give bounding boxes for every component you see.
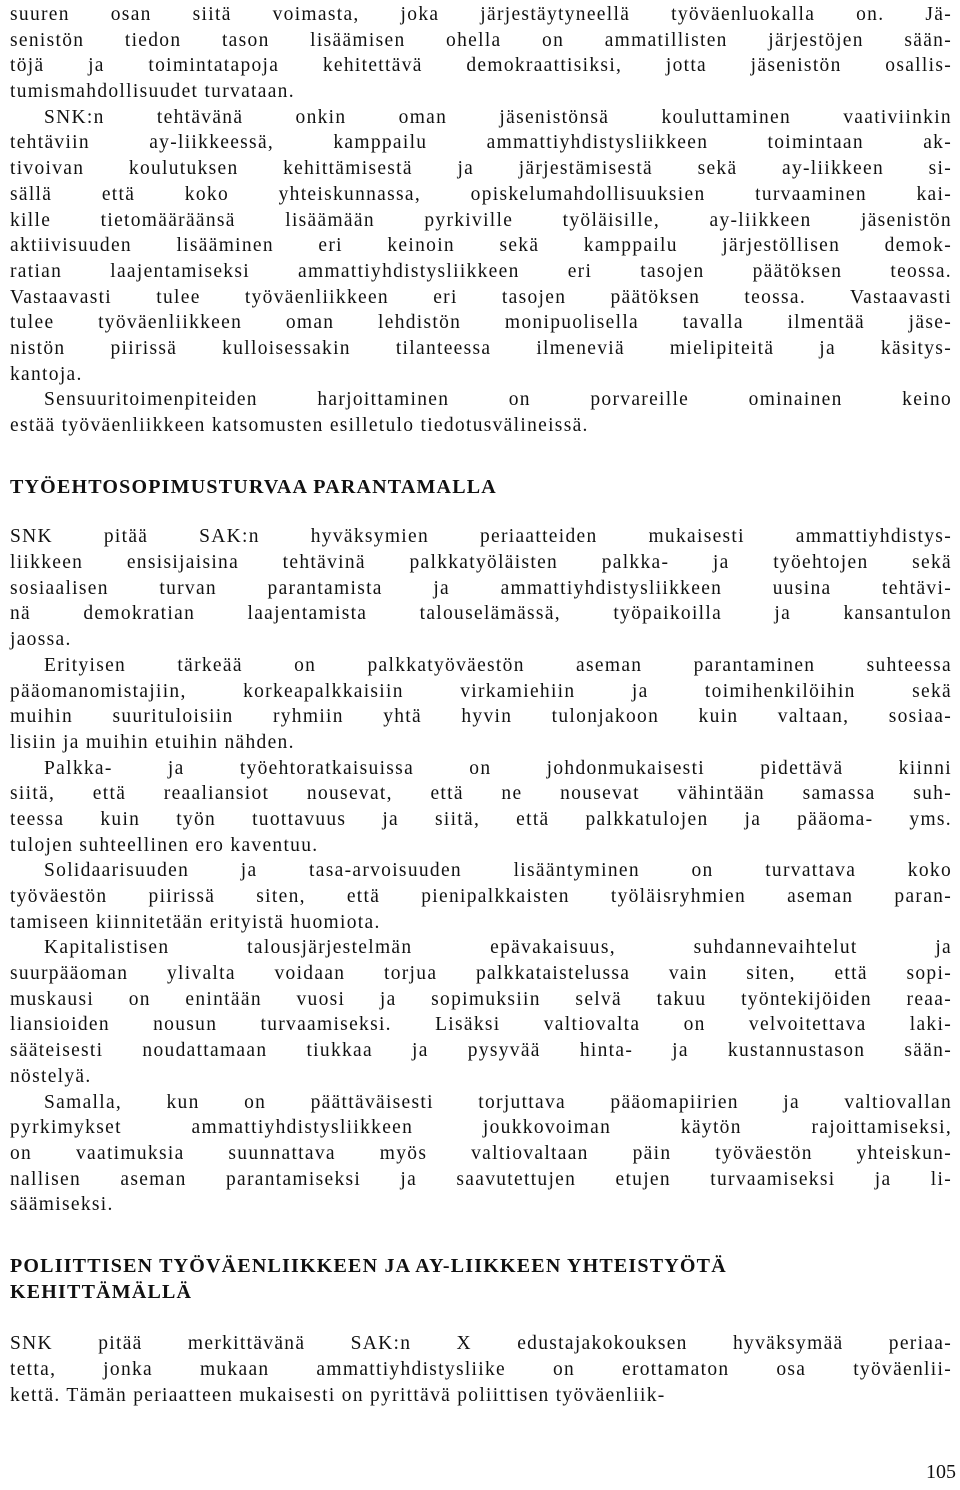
text-line: muihin suurituloisiin ryhmiin yhtä hyvin tulonjakoon kuin valtaan, sosiaa- xyxy=(10,706,952,728)
text-line: Erityisen tärkeää on palkkatyöväestön aseman parantaminen suhteessa xyxy=(44,654,952,676)
text-line: tetta, jonka mukaan ammattiyhdistysliike on erottamaton osa työväenlii- xyxy=(10,1359,952,1380)
text-line: siitä, että reaaliansiot nousevat, että ne nousevat vähintään samassa suh- xyxy=(10,783,952,805)
text-line: tehtäviin ay-liikkeessä, kamppailu ammattiyhdistysliikkeen toimintaan ak- xyxy=(10,132,952,154)
text-line: Kapitalistisen talousjärjestelmän epävakaisuus, suhdannevaihtelut ja xyxy=(44,937,952,959)
text-line: tulee työväenliikkeen oman lehdistön monipuolisella tavalla ilmentää jäse- xyxy=(10,312,952,334)
text-line: nöstelyä. xyxy=(10,1065,92,1087)
section-heading xyxy=(10,1254,952,1305)
text-line: on vaatimuksia suunnattava myös valtiovaltaan päin työväestön yhteiskun- xyxy=(10,1142,952,1164)
text-line: jaossa. xyxy=(10,629,72,651)
text-line: nistön piirissä kulloisessakin tilanteessa ilmeneviä mielipiteitä ja käsitys- xyxy=(10,337,952,359)
text-line: suuren osan siitä voimasta, joka järjestäytyneellä työväenluokalla on. Jä- xyxy=(10,4,952,25)
text-line: kille tietomääräänsä lisäämään pyrkiville työläisille, ay-liikkeen jäsenistön xyxy=(10,209,952,231)
text-line: liikkeen ensisijaisina tehtävinä palkkatyöläisten palkka- ja työehtojen sekä xyxy=(10,552,952,574)
text-line: estää työväenliikkeen katsomusten esilletulo tiedotusvälineissä. xyxy=(10,415,589,436)
text-line: nä demokratian laajentamista talouselämässä, työpaikoilla ja kansantulon xyxy=(10,603,952,625)
text-line: SNK pitää SAK:n hyväksymien periaatteiden mukaisesti ammattiyhdistys- xyxy=(10,526,952,548)
text-line: suurpääoman ylivalta voidaan torjua palkkataistelussa vain siten, että sopi- xyxy=(10,963,952,985)
text-line: lisiin ja muihin etuihin nähden. xyxy=(10,731,295,753)
text-line: SNK:n tehtävänä onkin oman jäsenistönsä kouluttaminen vaativiinkin xyxy=(44,106,952,128)
paragraph xyxy=(10,2,952,105)
paragraph xyxy=(10,1331,952,1408)
text-line: tulojen suhteellinen ero kaventuu. xyxy=(10,834,319,856)
text-line: Vastaavasti tulee työväenliikkeen eri tasojen päätöksen teossa. Vastaavasti xyxy=(10,286,952,308)
text-line: kettä. Tämän periaatteen mukaisesti on pyrittävä poliittisen työväenliik- xyxy=(10,1384,666,1406)
text-line: senistön tiedon tason lisäämisen ohella on ammatillisten järjestöjen sään- xyxy=(10,29,952,51)
text-line: ratian laajentamiseksi ammattiyhdistysliikkeen eri tasojen päätöksen teossa. xyxy=(10,260,952,282)
text-line: säämiseksi. xyxy=(10,1194,114,1216)
text-line: aktiivisuuden lisääminen eri keinoin sekä kamppailu järjestöllisen demok- xyxy=(10,235,952,257)
text-line: nallisen aseman parantamiseksi ja saavutettujen etujen turvaamiseksi ja li- xyxy=(10,1168,952,1190)
page-number: 105 xyxy=(926,1461,956,1484)
heading-line: POLIITTISEN TYÖVÄENLIIKKEEN JA AY-LIIKKEEN YHTEISTYÖTÄ xyxy=(10,1254,727,1277)
text-line: sällä että koko yhteiskunnassa, opiskelumahdollisuuksien turvaaminen kai- xyxy=(10,183,952,205)
heading-line: KEHITTÄMÄLLÄ xyxy=(10,1280,193,1303)
text-line: tivoivan koulutuksen kehittämisestä ja järjestämisestä sekä ay-liikkeen si- xyxy=(10,158,952,180)
text-line: sosiaalisen turvan parantamista ja ammattiyhdistysliikkeen uusina tehtävi- xyxy=(10,577,952,599)
text-line: SNK pitää merkittävänä SAK:n X edustajakokouksen hyväksymää periaa- xyxy=(10,1333,952,1355)
heading-line: TYÖEHTOSOPIMUSTURVAA PARANTAMALLA xyxy=(10,475,497,498)
paragraph xyxy=(10,935,952,1089)
text-line: Samalla, kun on päättäväisesti torjuttava pääomapiirien ja valtiovallan xyxy=(44,1091,952,1113)
text-line: teessa kuin työn tuottavuus ja siitä, että palkkatulojen ja pääoma- yms. xyxy=(10,808,952,830)
text-line: liansioiden nousun turvaamiseksi. Lisäksi valtiovalta on velvoitettava laki- xyxy=(10,1014,952,1036)
paragraph xyxy=(10,653,952,756)
text-line: Palkka- ja työehtoratkaisuissa on johdonmukaisesti pidettävä kiinni xyxy=(44,757,952,779)
paragraph xyxy=(10,756,952,859)
paragraph xyxy=(10,387,952,438)
paragraph xyxy=(10,1090,952,1218)
text-line: tumismahdollisuudet turvataan. xyxy=(10,81,295,103)
text-line: tamiseen kiinnitetään erityistä huomiota. xyxy=(10,911,381,933)
text-line: työväestön piirissä siten, että pienipalkkaisten työläisryhmien aseman paran- xyxy=(10,886,952,907)
text-line: Sensuuritoimenpiteiden harjoittaminen on porvareille ominainen keino xyxy=(44,389,952,411)
text-line: Solidaarisuuden ja tasa-arvoisuuden lisääntyminen on turvattava koko xyxy=(44,860,952,882)
paragraph xyxy=(10,858,952,935)
paragraph xyxy=(10,105,952,388)
text-line: sääteisesti noudattamaan tiukkaa ja pysyvää hinta- ja kustannustason sään- xyxy=(10,1040,952,1062)
text-line: muskausi on enintään vuosi ja sopimuksiin selvä takuu työntekijöiden reaa- xyxy=(10,988,952,1010)
text-line: kantoja. xyxy=(10,363,83,385)
text-line: töjä ja toimintatapoja kehitettävä demokraattisiksi, jotta jäsenistön osallis- xyxy=(10,55,952,77)
paragraph xyxy=(10,524,952,652)
section-heading xyxy=(10,475,952,501)
page-content xyxy=(10,2,952,1408)
text-line: pyrkimykset ammattiyhdistysliikkeen joukkovoiman käytön rajoittamiseksi, xyxy=(10,1117,952,1139)
text-line: pääomanomistajiin, korkeapalkkaisiin virkamiehiin ja toimihenkilöihin sekä xyxy=(10,680,952,702)
